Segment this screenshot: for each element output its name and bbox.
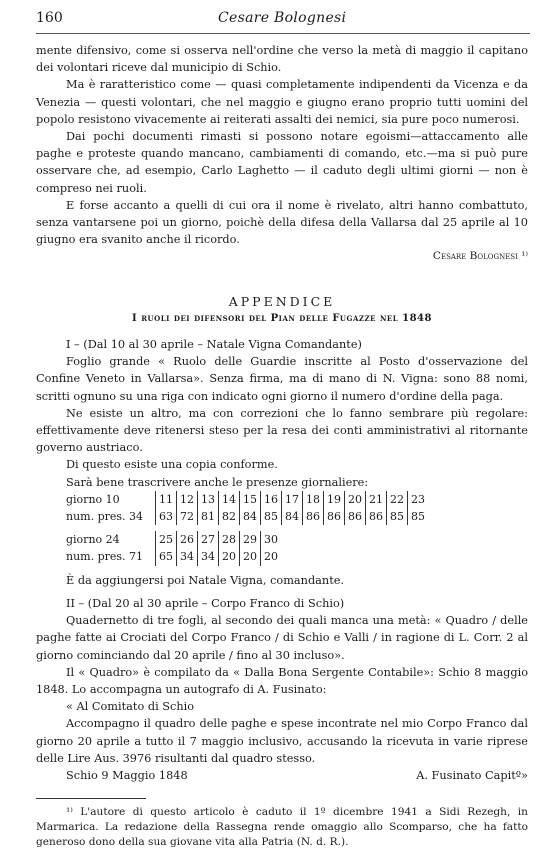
letter-closing <box>36 767 528 784</box>
table-cell: 86 <box>303 508 324 525</box>
table-cell: 20 <box>240 548 261 565</box>
section-1-para-3: Di questo esiste una copia conforme. <box>66 458 278 472</box>
day-label: giorno 10 <box>66 492 120 506</box>
presence-label: num. pres. 71 <box>66 550 144 564</box>
table-row <box>66 508 428 525</box>
table-cell: 72 <box>177 508 198 525</box>
table-cell: 85 <box>411 510 425 524</box>
table-cell: 15 <box>240 491 261 508</box>
page-text <box>36 42 528 850</box>
table-cell: 63 <box>156 508 177 525</box>
section-2-para-2: Il « Quadro» è compilato da « Dalla Bona Sergente Contabile»: Schio 8 maggio 1848. Lo accompagna un autografo di A. Fusinato: <box>36 665 528 696</box>
table-cell: 16 <box>261 491 282 508</box>
presence-label: num. pres. 34 <box>66 510 144 524</box>
table-cell: 27 <box>198 531 219 548</box>
table-cell: 28 <box>219 531 240 548</box>
table-cell: 25 <box>156 531 177 548</box>
table-cell: 20 <box>264 550 278 564</box>
table-cell: 26 <box>177 531 198 548</box>
table-cell: 13 <box>198 491 219 508</box>
table-cell: 84 <box>240 508 261 525</box>
table-cell: 22 <box>387 491 408 508</box>
section-2-para-1: Quadernetto di tre fogli, al secondo dei quali manca una metà: « Quadro / delle paghe fatte ai Crociati del Corpo Franco / di Schio e Valli / in ragione di L. Corr. 2 al giorno cominciando dal 20 aprile / fino al 30 incluso». <box>36 614 528 662</box>
table-cell: 11 <box>156 491 177 508</box>
table-cell: 23 <box>411 492 425 506</box>
table-row <box>66 548 281 565</box>
table-cell: 12 <box>177 491 198 508</box>
table-cell: 65 <box>156 548 177 565</box>
section-1-para-2: Ne esiste un altro, ma con correzioni che lo fanno sembrare più regolare: effettivamente deve ritenersi steso per la resa dei conti amministrativi al ritornante governo austriaco. <box>36 406 528 455</box>
appendix-title: APPENDICE <box>228 293 336 309</box>
table-cell: 18 <box>303 491 324 508</box>
section-2-para-4: Accompagno il quadro delle paghe e spese incontrate nel mio Corpo Franco dal giorno 20 aprile a tutto il 7 maggio inclusivo, accusando la ricevuta in varie riprese delle Lire Aus. 3976 risultanti dal quadro stesso. <box>36 717 528 765</box>
footnote: ¹⁾ L'autore di questo articolo è caduto il 1º dicembre 1941 a Sidi Rezegh, in Marmarica. La redazione della Rassegna rende omaggio allo Scomparso, che ha fatto generoso dono della sua giovane vita alla Patria (N. d. R.). <box>36 806 528 849</box>
day-label: giorno 24 <box>66 533 120 547</box>
attendance-table-2 <box>66 531 281 565</box>
table-cell: 85 <box>387 508 408 525</box>
section-1-heading: I – (Dal 10 al 30 aprile – Natale Vigna Comandante) <box>66 338 362 352</box>
table-cell: 86 <box>366 508 387 525</box>
table-cell: 34 <box>198 548 219 565</box>
table-cell: 20 <box>219 548 240 565</box>
table-cell: 81 <box>198 508 219 525</box>
header-rule <box>36 33 530 34</box>
paragraph-4: E forse accanto a quelli di cui ora il nome è rivelato, altri hanno combattuto, senza vantarsene poi un giorno, poichè della difesa della Vallarsa dal 25 aprile al 10 giugno era svanito anche il ricordo. <box>36 198 528 247</box>
table-cell: 19 <box>324 491 345 508</box>
section-2-para-3: « Al Comitato di Schio <box>66 700 195 714</box>
table-cell: 84 <box>282 508 303 525</box>
paragraph-3: Dai pochi documenti rimasti si possono notare egoismi—attaccamento alle paghe e proteste quando mancano, cambiamenti di comando, etc.—ma si può pure osservare che, ad esempio, Carlo Laghetto — il caduto degli ultimi giorni — non è compreso nei ruoli. <box>36 130 528 195</box>
table-cell: 82 <box>219 508 240 525</box>
table-cell: 29 <box>240 531 261 548</box>
table-cell: 85 <box>261 508 282 525</box>
table-row <box>66 531 281 548</box>
section-1-para-4: Sarà bene trascrivere anche le presenze giornaliere: <box>66 475 369 489</box>
table-cell: 86 <box>324 508 345 525</box>
table-cell: 14 <box>219 491 240 508</box>
table-cell: 30 <box>264 533 278 547</box>
table-cell: 86 <box>345 508 366 525</box>
table-cell: 17 <box>282 491 303 508</box>
attendance-table-1 <box>66 491 428 525</box>
section-1-closing: È da aggiungersi poi Natale Vigna, comandante. <box>66 573 345 587</box>
closing-signature: A. Fusinato Capitº» <box>416 768 528 782</box>
section-2-heading: II – (Dal 20 al 30 aprile – Corpo Franco di Schio) <box>66 596 345 610</box>
author-signature: Cesare Bolognesi ¹⁾ <box>432 250 528 263</box>
footnote-rule <box>36 798 146 799</box>
running-title: Cesare Bolognesi <box>218 10 347 26</box>
closing-date: Schio 9 Maggio 1848 <box>66 768 188 782</box>
page-number: 160 <box>36 10 63 26</box>
paragraph-2: Ma è raratteristico come — quasi completamente indipendenti da Vicenza e da Venezia — questi volontari, che nel maggio e giugno erano proprio tutti uomini del popolo resistono vivacemente ai reiterati assalti dei nemici, sia pure poco numerosi. <box>36 78 528 126</box>
section-1-para-1: Foglio grande « Ruolo delle Guardie inscritte al Posto d'osservazione del Confine Veneto in Vallarsa». Senza firma, ma di mano di N. Vigna: sono 88 nomi, scritti ognuno su una riga con indicato ogni giorno il numero d'ordine della paga. <box>36 355 528 403</box>
table-cell: 34 <box>177 548 198 565</box>
table-cell: 21 <box>366 491 387 508</box>
appendix-subtitle: I ruoli dei difensori del Pian delle Fugazze nel 1848 <box>132 312 432 324</box>
table-row <box>66 491 428 508</box>
table-cell: 20 <box>345 491 366 508</box>
paragraph-1: mente difensivo, come si osserva nell'ordine che verso la metà di maggio il capitano dei volontari riceve dal municipio di Schio. <box>36 44 528 75</box>
